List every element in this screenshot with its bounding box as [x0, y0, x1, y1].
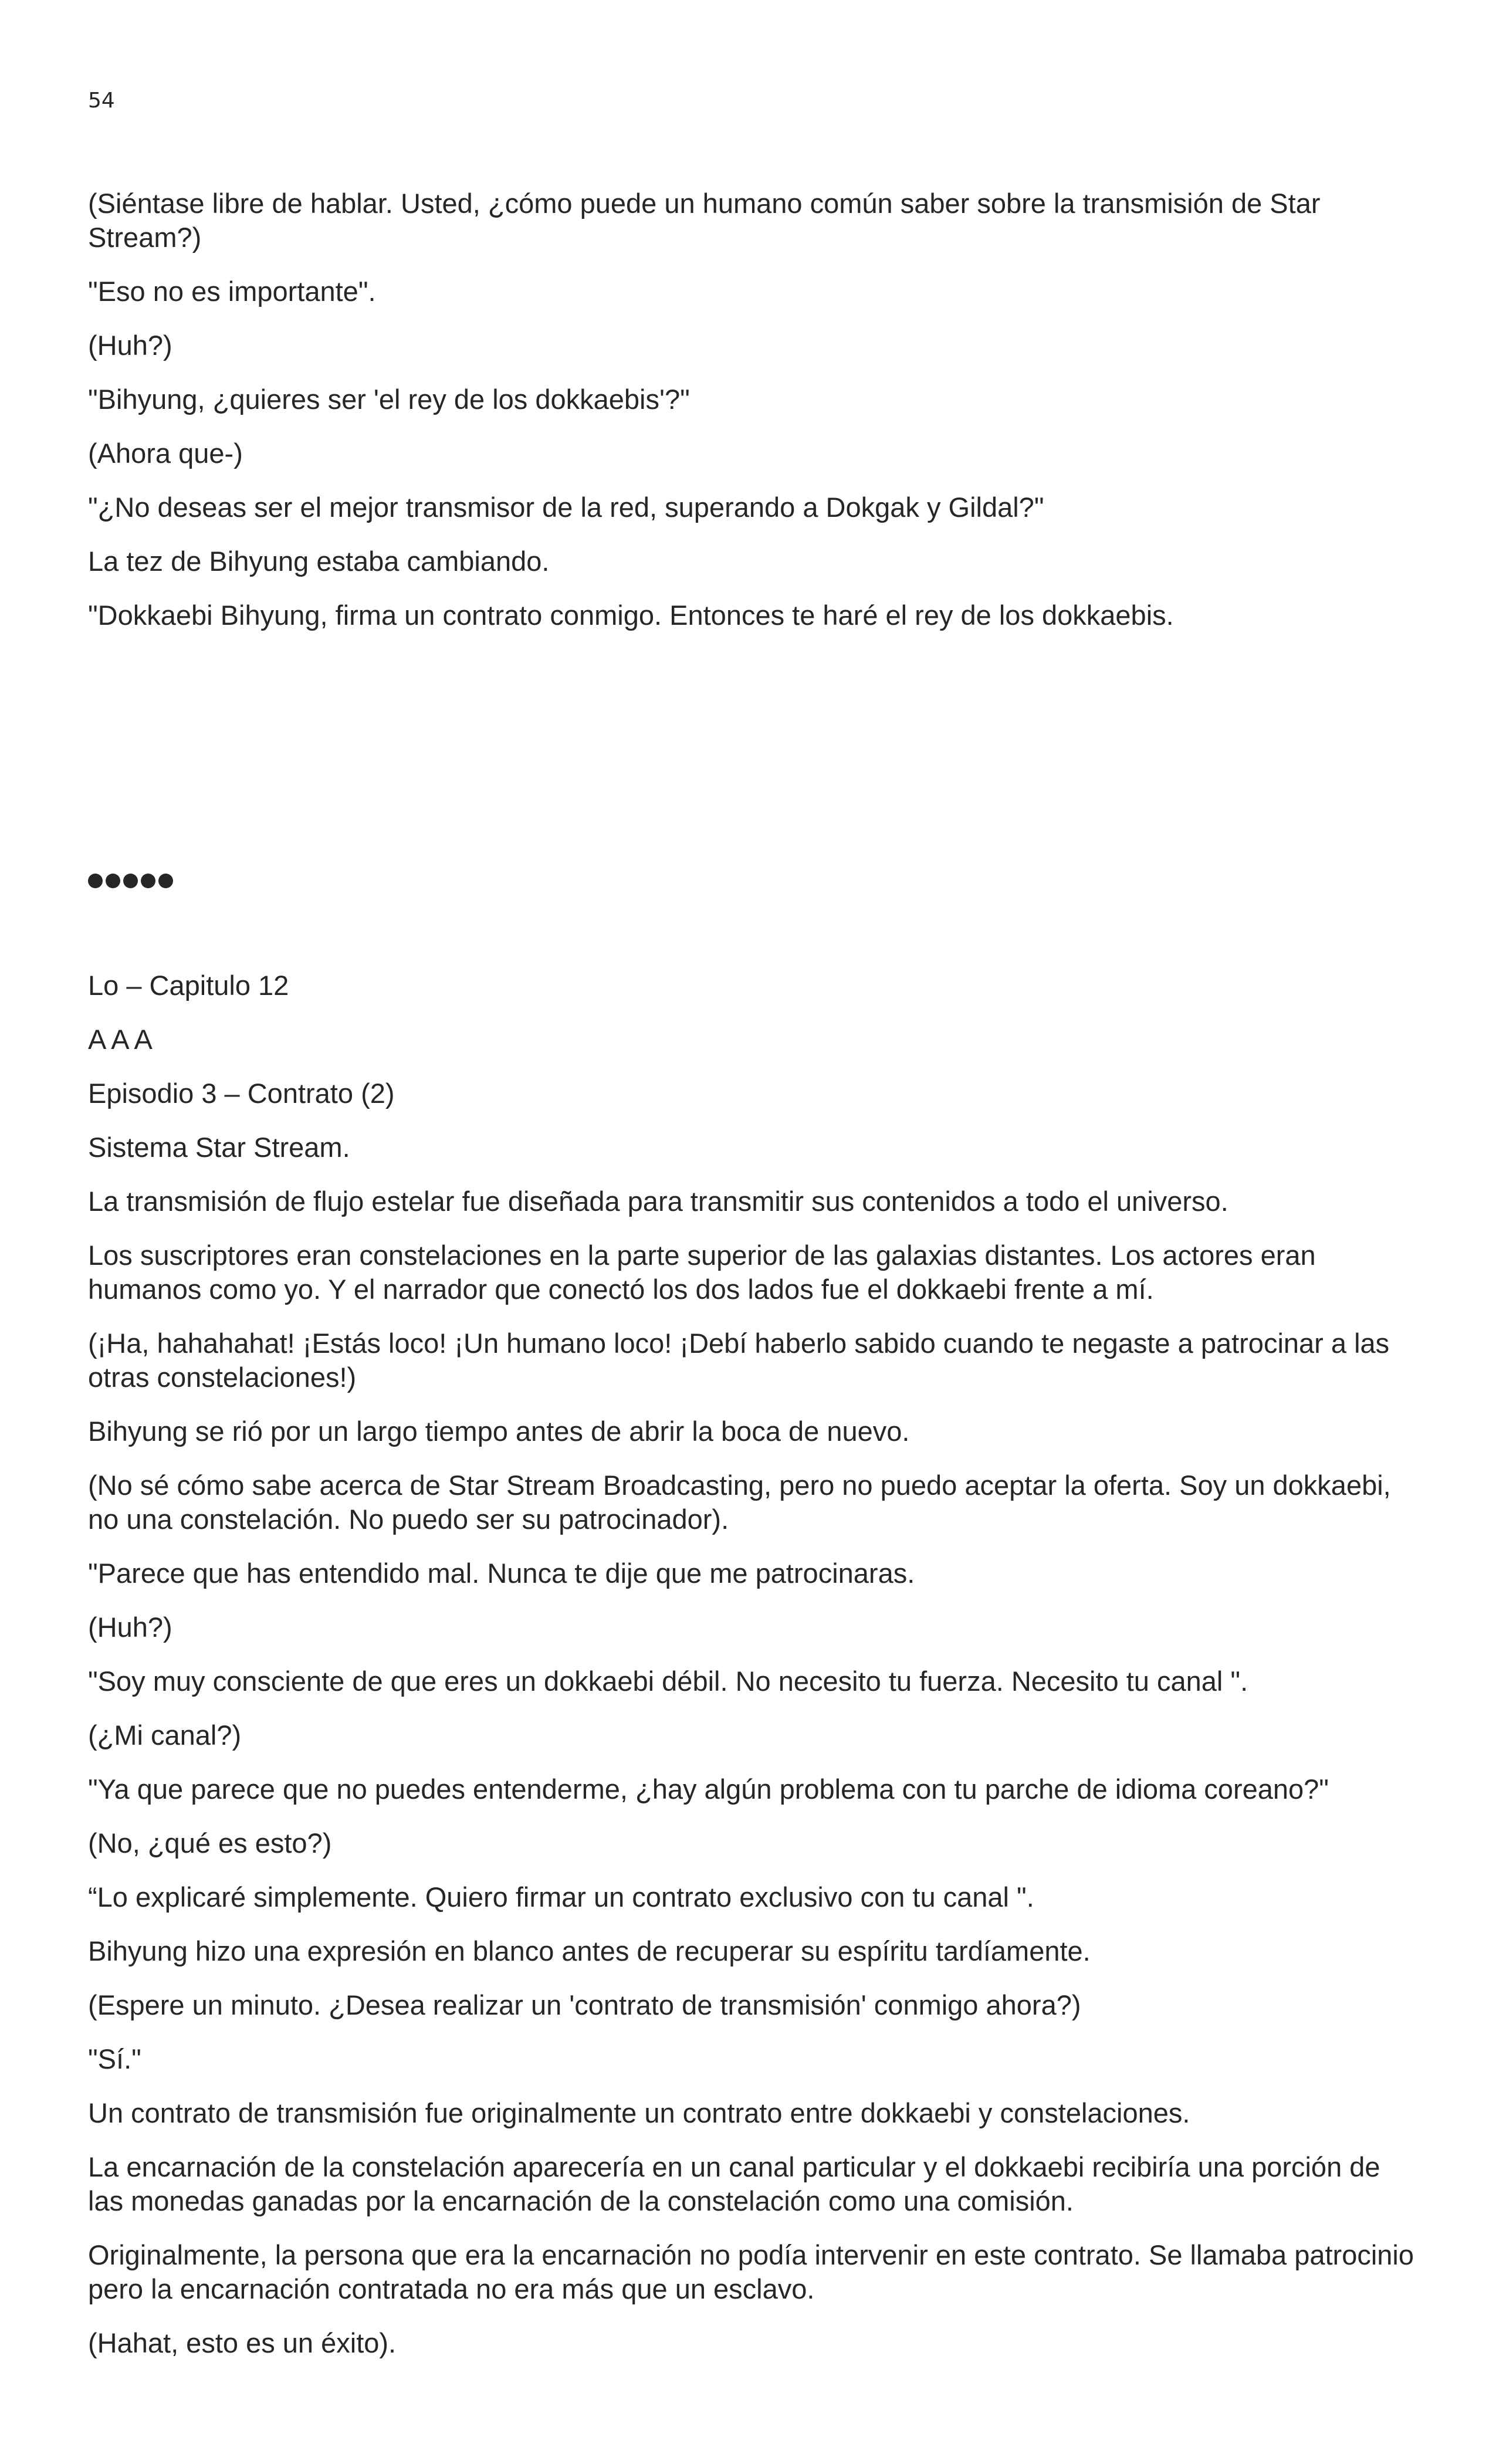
paragraph: (No sé cómo sabe acerca de Star Stream Broadcasting, pero no puedo aceptar la oferta. Soy un dokkaebi, no una constelación. No puedo ser su patrocinador). [88, 1470, 1399, 1535]
paragraph: "Soy muy consciente de que eres un dokkaebi débil. No necesito tu fuerza. Necesito tu canal ". [88, 1666, 1248, 1697]
paragraph: "Sí." [88, 2043, 141, 2074]
paragraph: (Ahora que-) [88, 438, 243, 469]
paragraph: “Lo explicaré simplemente. Quiero firmar un contrato exclusivo con tu canal ". [88, 1881, 1034, 1913]
paragraph: "¿No deseas ser el mejor transmisor de la red, superando a Dokgak y Gildal?" [88, 492, 1044, 523]
paragraph: Bihyung se rió por un largo tiempo antes de abrir la boca de nuevo. [88, 1416, 910, 1447]
section-1 [88, 187, 1414, 652]
separator-dot [106, 874, 120, 888]
paragraph: (Huh?) [88, 330, 172, 361]
paragraph: La transmisión de flujo estelar fue diseñada para transmitir sus contenidos a todo el universo. [88, 1186, 1228, 1217]
paragraph: "Eso no es importante". [88, 276, 376, 307]
font-size-controls: A A A [88, 1024, 153, 1055]
paragraph: La encarnación de la constelación aparecería en un canal particular y el dokkaebi recibiría una porción de las monedas ganadas por la encarnación de la constelación como una comisión. [88, 2151, 1388, 2216]
paragraph: "Ya que parece que no puedes entenderme, ¿hay algún problema con tu parche de idioma coreano?" [88, 1773, 1329, 1805]
paragraph: Un contrato de transmisión fue originalmente un contrato entre dokkaebi y constelaciones. [88, 2097, 1190, 2128]
page-number: 54 [88, 89, 115, 113]
separator-dot [141, 874, 155, 888]
paragraph: (Siéntase libre de hablar. Usted, ¿cómo puede un humano común saber sobre la transmisión de Star Stream?) [88, 188, 1328, 253]
paragraph: Los suscriptores eran constelaciones en la parte superior de las galaxias distantes. Los actores eran humanos como yo. Y el narrador que conectó los dos lados fue el dokkaebi frente a mí. [88, 1240, 1324, 1305]
paragraph: (Hahat, esto es un éxito). [88, 2327, 397, 2358]
section-separator [88, 866, 176, 895]
chapter-title: Lo – Capitulo 12 [88, 970, 289, 1001]
separator-dot [123, 874, 138, 888]
paragraph: La tez de Bihyung estaba cambiando. [88, 546, 550, 577]
paragraph: (No, ¿qué es esto?) [88, 1827, 332, 1859]
separator-dot [88, 874, 103, 888]
paragraph: "Parece que has entendido mal. Nunca te dije que me patrocinaras. [88, 1558, 915, 1589]
paragraph: (¿Mi canal?) [88, 1720, 242, 1751]
paragraph: Originalmente, la persona que era la encarnación no podía intervenir en este contrato. Se llamaba patrocinio pero la encarnación contratada no era más que un esclavo. [88, 2239, 1422, 2304]
paragraph: (Huh?) [88, 1612, 172, 1643]
episode-title: Episodio 3 – Contrato (2) [88, 1078, 395, 1109]
paragraph: (¡Ha, hahahahat! ¡Estás loco! ¡Un humano loco! ¡Debí haberlo sabido cuando te negaste a patrocinar a las otras constelaciones!) [88, 1328, 1397, 1393]
separator-dot [158, 874, 173, 888]
section-2 [88, 969, 1422, 2380]
paragraph: Sistema Star Stream. [88, 1132, 350, 1163]
paragraph: "Dokkaebi Bihyung, firma un contrato conmigo. Entonces te haré el rey de los dokkaebis. [88, 600, 1174, 631]
paragraph: (Espere un minuto. ¿Desea realizar un 'contrato de transmisión' conmigo ahora?) [88, 1989, 1081, 2020]
paragraph: "Bihyung, ¿quieres ser 'el rey de los dokkaebis'?" [88, 384, 690, 415]
paragraph: Bihyung hizo una expresión en blanco antes de recuperar su espíritu tardíamente. [88, 1935, 1091, 1967]
